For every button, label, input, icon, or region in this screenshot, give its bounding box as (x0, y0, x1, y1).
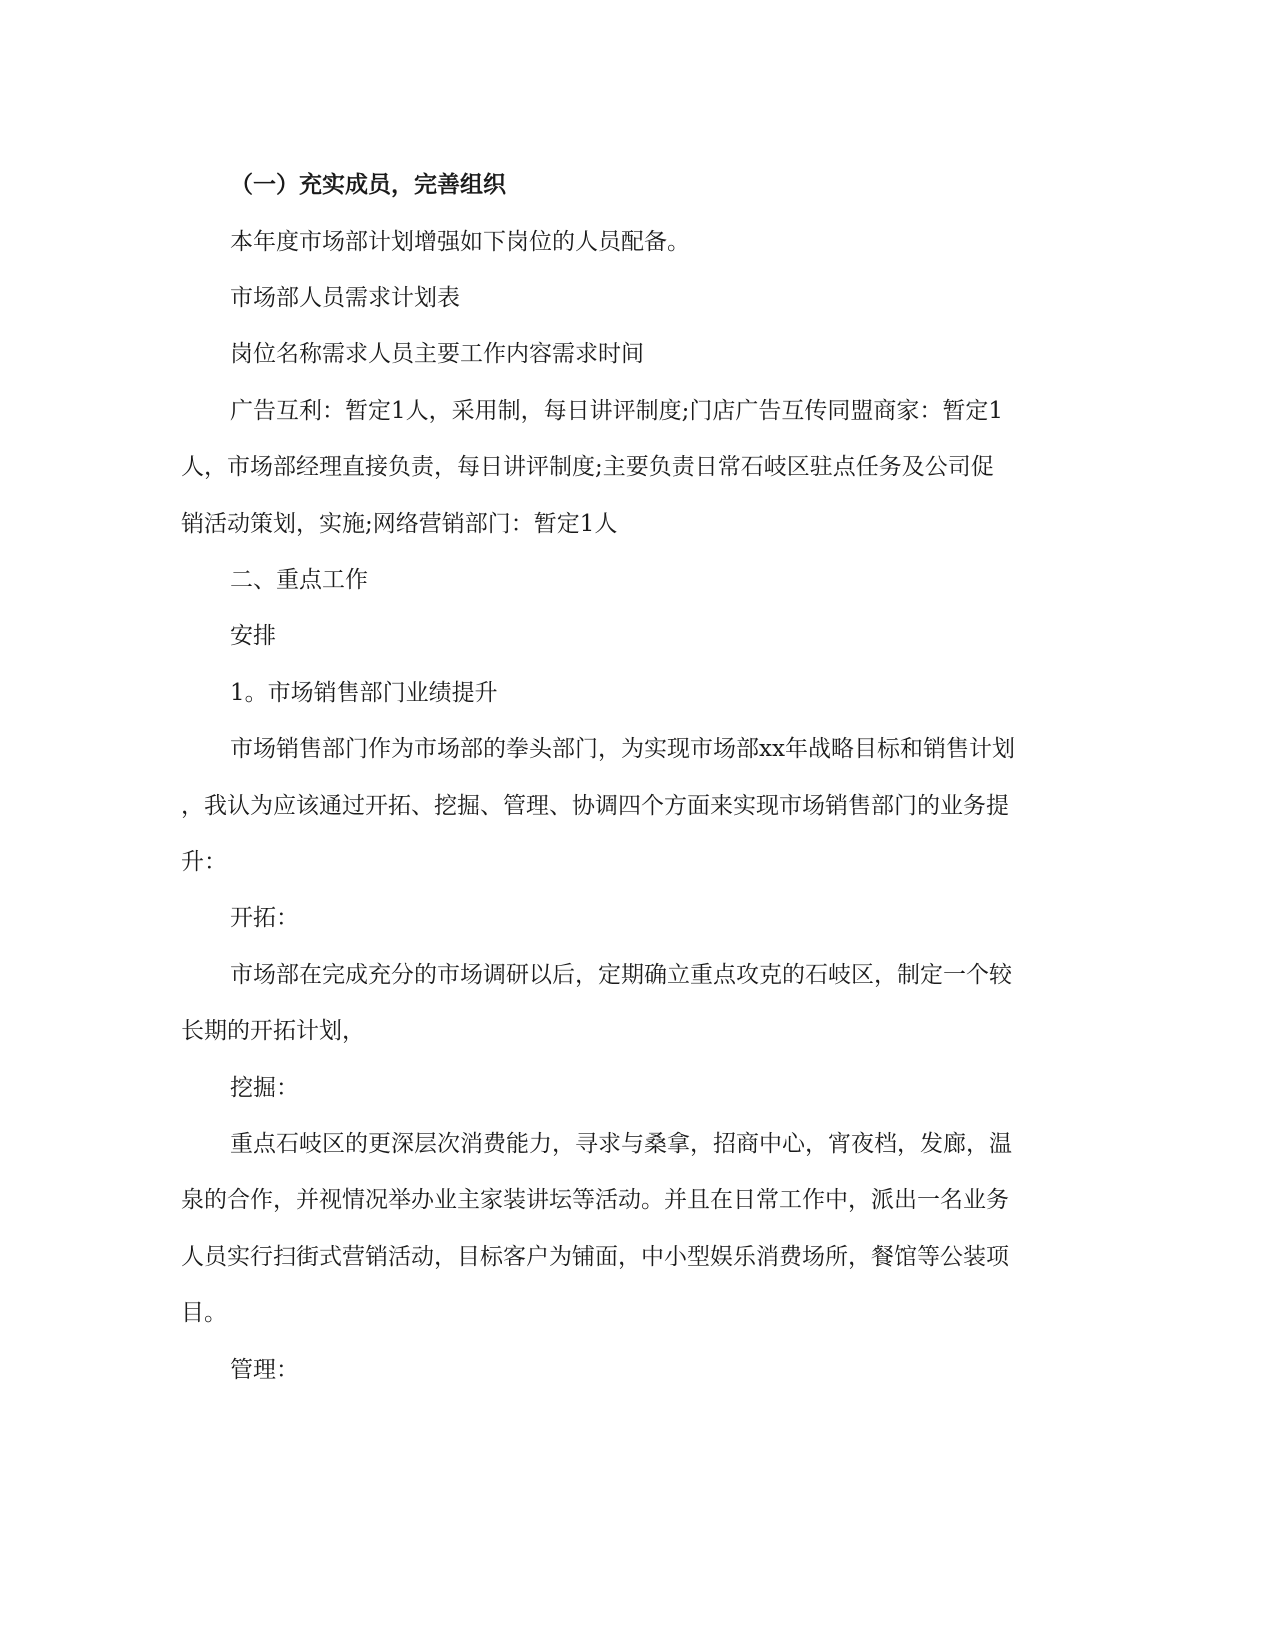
paragraph-line: ，我认为应该通过开拓、挖掘、管理、协调四个方面来实现市场销售部门的业务提 (181, 793, 1009, 819)
paragraph-line: 开拓： (230, 905, 299, 931)
paragraph-line: 升： (181, 849, 227, 875)
paragraph-line: 目。 (181, 1300, 227, 1326)
paragraph-line: 挖掘： (230, 1075, 299, 1101)
section-heading: （一）充实成员，完善组织 (230, 172, 506, 198)
paragraph-line: 广告互利：暂定1人，采用制，每日讲评制度;门店广告互传同盟商家：暂定1 (230, 398, 1004, 424)
paragraph-line: 人，市场部经理直接负责，每日讲评制度;主要负责日常石岐区驻点任务及公司促 (181, 454, 994, 480)
paragraph-line: 管理： (230, 1357, 299, 1383)
paragraph-line: 销活动策划，实施;网络营销部门：暂定1人 (181, 511, 618, 537)
paragraph-line: 泉的合作，并视情况举办业主家装讲坛等活动。并且在日常工作中，派出一名业务 (181, 1187, 1009, 1213)
paragraph-line: 市场部人员需求计划表 (230, 285, 460, 311)
paragraph-line: 市场销售部门作为市场部的拳头部门，为实现市场部xx年战略目标和销售计划 (230, 736, 1015, 762)
paragraph-line: 人员实行扫街式营销活动，目标客户为铺面，中小型娱乐消费场所，餐馆等公装项 (181, 1244, 1009, 1270)
paragraph-line: 本年度市场部计划增强如下岗位的人员配备。 (230, 229, 690, 255)
paragraph-line: 二、重点工作 (230, 567, 368, 593)
paragraph-line: 市场部在完成充分的市场调研以后，定期确立重点攻克的石岐区，制定一个较 (230, 962, 1012, 988)
paragraph-line: 长期的开拓计划， (181, 1018, 365, 1044)
paragraph-line: 重点石岐区的更深层次消费能力，寻求与桑拿，招商中心，宵夜档，发廊，温 (230, 1131, 1012, 1157)
paragraph-line: 安排 (230, 623, 276, 649)
paragraph-line: 岗位名称需求人员主要工作内容需求时间 (230, 341, 644, 367)
paragraph-line: 1。市场销售部门业绩提升 (230, 680, 498, 706)
